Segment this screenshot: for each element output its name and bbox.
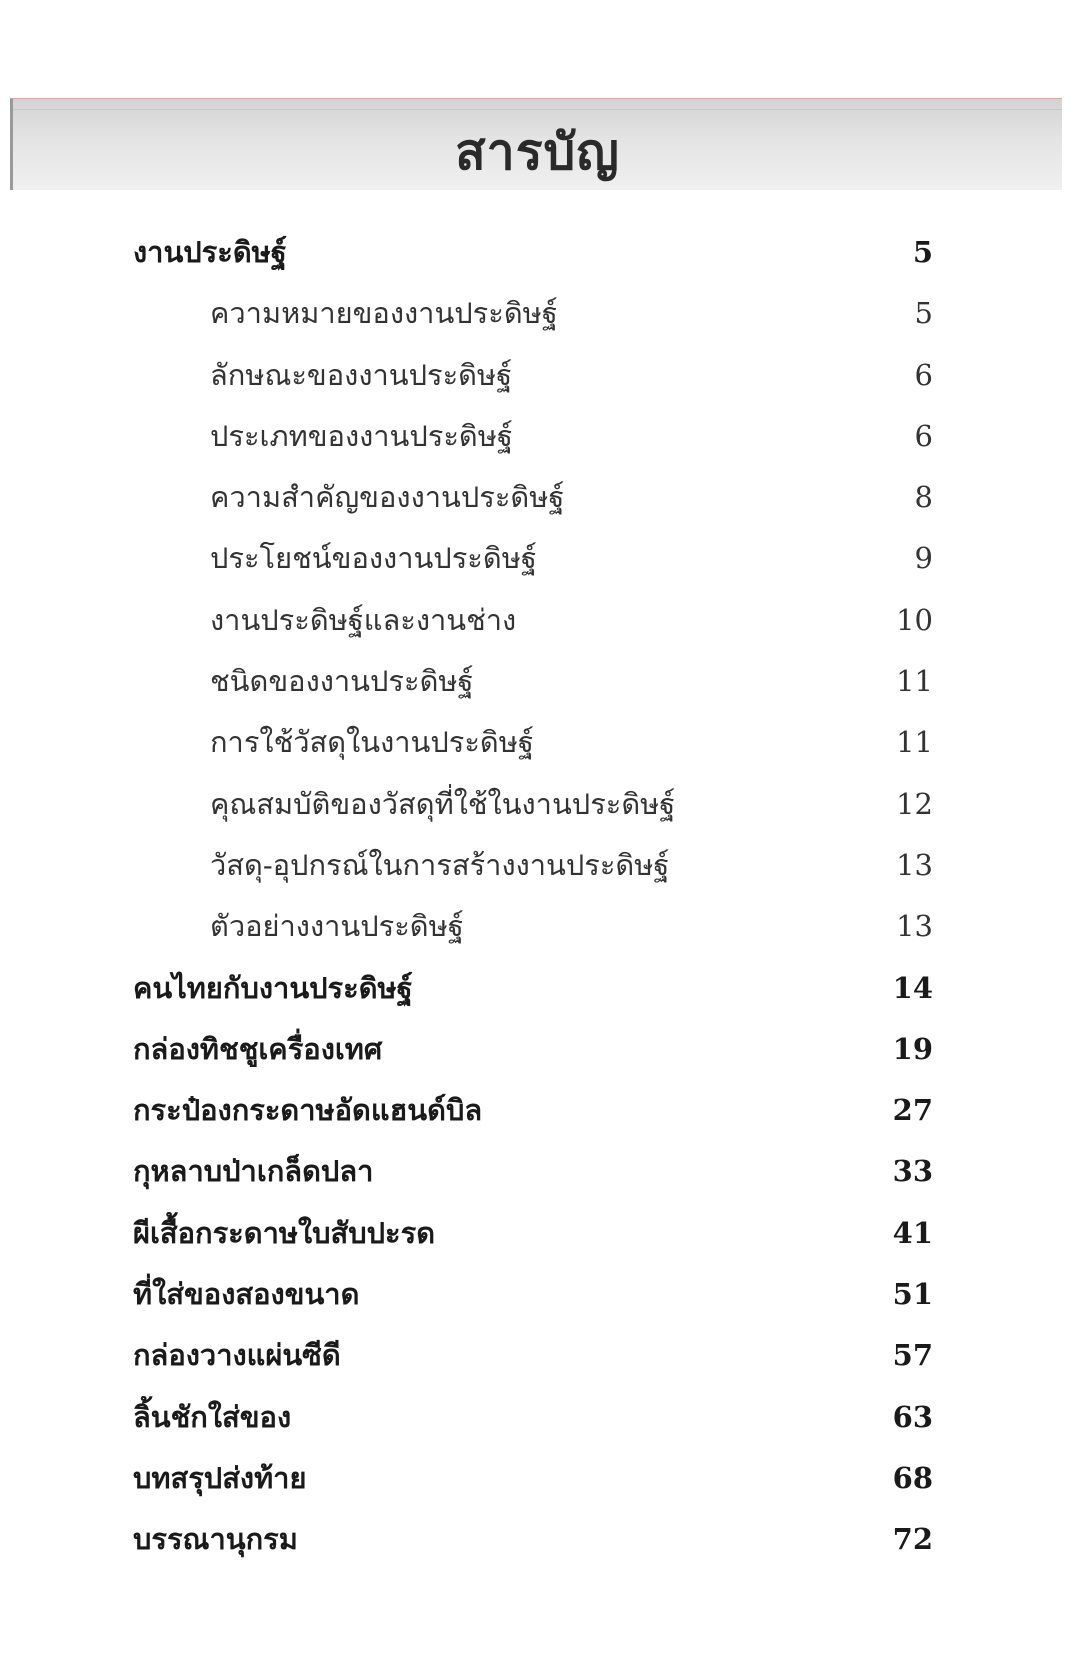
toc-entry-label: คุณสมบัติของวัสดุที่ใช้ในงานประดิษฐ์ bbox=[210, 786, 676, 821]
toc-entry-label: กระป๋องกระดาษอัดแฮนด์บิล bbox=[133, 1093, 483, 1128]
toc-entry-label: ประเภทของงานประดิษฐ์ bbox=[210, 418, 513, 453]
toc-entry[interactable] bbox=[0, 1452, 1071, 1513]
table-of-contents bbox=[0, 226, 1071, 1575]
toc-entry-page: 27 bbox=[892, 1093, 933, 1128]
toc-entry[interactable] bbox=[0, 532, 1071, 593]
toc-entry-label: กุหลาบป่าเกล็ดปลา bbox=[133, 1154, 374, 1189]
toc-entry[interactable] bbox=[0, 716, 1071, 777]
toc-entry-page: 63 bbox=[892, 1399, 933, 1434]
toc-entry[interactable] bbox=[0, 471, 1071, 532]
toc-entry-page: 19 bbox=[892, 1031, 933, 1066]
toc-entry-label: ตัวอย่างงานประดิษฐ์ bbox=[210, 909, 464, 944]
toc-entry-page: 33 bbox=[892, 1154, 933, 1189]
toc-entry-page: 12 bbox=[896, 786, 933, 821]
toc-entry[interactable] bbox=[0, 226, 1071, 287]
toc-entry-page: 6 bbox=[914, 357, 933, 392]
toc-entry-label: ประโยชน์ของงานประดิษฐ์ bbox=[210, 541, 537, 576]
toc-entry-label: งานประดิษฐ์ bbox=[133, 235, 287, 269]
toc-entry-label: ผีเสื้อกระดาษใบสับปะรด bbox=[133, 1215, 436, 1250]
toc-entry-page: 11 bbox=[896, 664, 933, 699]
toc-entry[interactable] bbox=[0, 287, 1071, 348]
toc-entry[interactable] bbox=[0, 962, 1071, 1023]
toc-entry-label: บทสรุปส่งท้าย bbox=[133, 1460, 307, 1495]
toc-entry[interactable] bbox=[0, 1084, 1071, 1145]
toc-entry-label: คนไทยกับงานประดิษฐ์ bbox=[133, 970, 413, 1005]
toc-entry[interactable] bbox=[0, 1391, 1071, 1452]
toc-entry-page: 13 bbox=[896, 847, 933, 882]
toc-entry-page: 10 bbox=[896, 602, 933, 637]
toc-entry-page: 41 bbox=[892, 1215, 933, 1250]
toc-entry[interactable] bbox=[0, 839, 1071, 900]
toc-entry[interactable] bbox=[0, 655, 1071, 716]
toc-entry-label: บรรณานุกรม bbox=[133, 1522, 298, 1557]
toc-entry-label: งานประดิษฐ์และงานช่าง bbox=[210, 602, 517, 637]
title-accent-line bbox=[13, 109, 1062, 110]
toc-entry-page: 57 bbox=[892, 1338, 933, 1373]
page-title: สารบัญ bbox=[455, 123, 620, 181]
toc-entry-label: การใช้วัสดุในงานประดิษฐ์ bbox=[210, 725, 534, 760]
toc-entry-label: ความสำคัญของงานประดิษฐ์ bbox=[210, 480, 565, 515]
toc-entry-label: ชนิดของงานประดิษฐ์ bbox=[210, 664, 474, 699]
toc-entry[interactable] bbox=[0, 1513, 1071, 1574]
toc-entry[interactable] bbox=[0, 1329, 1071, 1390]
toc-entry-label: กล่องวางแผ่นซีดี bbox=[133, 1338, 341, 1373]
toc-entry[interactable] bbox=[0, 900, 1071, 961]
toc-entry-page: 6 bbox=[914, 418, 933, 453]
toc-entry-page: 11 bbox=[896, 725, 933, 760]
toc-entry-page: 9 bbox=[914, 541, 933, 576]
toc-entry-label: ความหมายของงานประดิษฐ์ bbox=[210, 296, 558, 331]
toc-entry[interactable] bbox=[0, 1268, 1071, 1329]
toc-entry-page: 8 bbox=[914, 480, 933, 515]
toc-entry-page: 51 bbox=[892, 1277, 933, 1312]
toc-entry[interactable] bbox=[0, 778, 1071, 839]
toc-entry[interactable] bbox=[0, 1145, 1071, 1206]
toc-entry-page: 5 bbox=[912, 235, 933, 269]
toc-entry-page: 68 bbox=[892, 1460, 933, 1495]
toc-entry-page: 14 bbox=[892, 970, 933, 1005]
toc-entry-label: วัสดุ-อุปกรณ์ในการสร้างงานประดิษฐ์ bbox=[210, 847, 670, 882]
toc-entry[interactable] bbox=[0, 410, 1071, 471]
toc-entry-label: ที่ใส่ของสองขนาด bbox=[133, 1277, 360, 1312]
toc-entry[interactable] bbox=[0, 594, 1071, 655]
toc-entry[interactable] bbox=[0, 1207, 1071, 1268]
toc-entry[interactable] bbox=[0, 1023, 1071, 1084]
toc-entry-label: กล่องทิชชูเครื่องเทศ bbox=[133, 1031, 383, 1066]
toc-entry-page: 5 bbox=[914, 296, 933, 331]
toc-entry-page: 72 bbox=[892, 1522, 933, 1557]
toc-entry-label: ลักษณะของงานประดิษฐ์ bbox=[210, 357, 513, 392]
toc-entry[interactable] bbox=[0, 349, 1071, 410]
toc-entry-page: 13 bbox=[896, 909, 933, 944]
toc-entry-label: ลิ้นชักใส่ของ bbox=[133, 1399, 292, 1434]
title-band bbox=[10, 98, 1062, 190]
